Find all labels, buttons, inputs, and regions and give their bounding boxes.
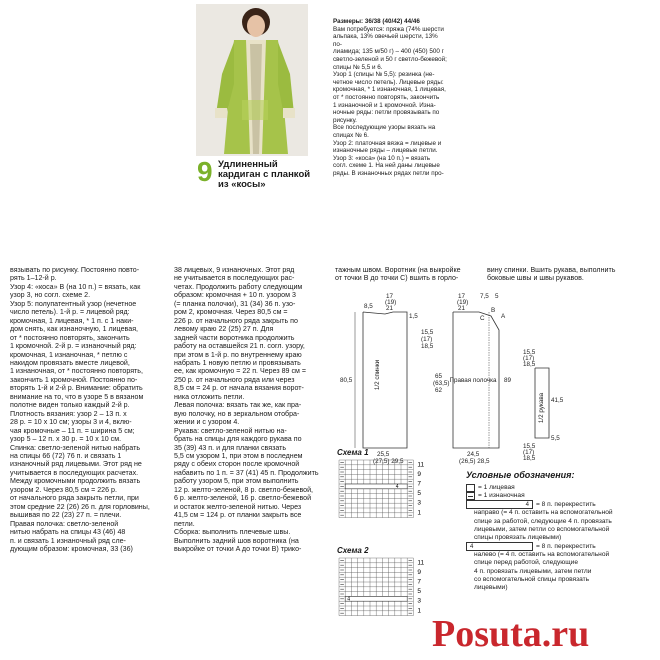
sleeve-bot-c: 18,5 [523, 455, 536, 462]
materials-line: четное число петель). Лицевые ряды: [333, 78, 444, 86]
text-line: 12 р. желто-зеленой, 8 р. светло-бежевой, [174, 485, 314, 494]
text-line: узор 3, но согл. схеме 2. [10, 291, 91, 300]
text-line: и остаток желто-зеленой нитью. Через [174, 502, 302, 511]
materials-line: ночные ряды: петли провязывать по [333, 109, 440, 117]
materials-line: Узор 3: «коса» (на 10 п.) = вязать [333, 154, 431, 162]
text-line: вую полочку, но в зеркальном отобра- [174, 409, 300, 418]
text-line: 38 лицевых, 9 изнаночных. Этот ряд [174, 266, 295, 274]
back-side: 80,5 [340, 377, 353, 384]
text-line: Правая полочка: светло-зеленой [10, 519, 119, 528]
scheme1-title: Схема 1 [337, 448, 369, 457]
text-line: набавить по 1 п. = 37 (41) 45 п. Продолжить [174, 468, 319, 477]
text-line: Плотность вязания: узор 2 – 13 п. x [10, 409, 127, 418]
legend-row [466, 492, 652, 500]
legend-purl: = 1 изнаночная [478, 492, 525, 500]
text-line: ром 2, кромочная. Через 80,5 см = [174, 308, 288, 317]
text-line: 5,5 см узором 1, при этом в последнем [174, 451, 303, 460]
text-line: тажным швом. Воротник (на выкройке [335, 266, 461, 274]
front-side-b: (17) [421, 336, 433, 343]
text-line: Узор 4: «коса» B (на 10 п.) = вязать, как [10, 282, 141, 291]
row-label: 5 [417, 588, 422, 596]
text-line: (= планка полочки), 31 (34) 36 п. узо- [174, 299, 296, 308]
materials-line: Вам потребуется: пряжа (74% шерсти [333, 25, 444, 33]
back-top-c: 21 [386, 305, 394, 312]
text-line: вину спинки. Вшить рукава, выполнить [487, 266, 616, 274]
text-line: Сборка: выполнить плечевые швы. [174, 528, 291, 537]
materials-line: альпака, 13% овечьей шерсти, 13% по- [333, 33, 438, 48]
title-line: кардиган с планкой [218, 169, 311, 181]
text-line: Выполнить задний шов воротника (на [174, 536, 299, 545]
text-line: от * постоянно повторять, закончить [10, 333, 130, 342]
sleeve-bot-b: (17) [523, 449, 535, 456]
text-line: работу узором 5, при этом выполнить [174, 477, 299, 486]
front-top-c: 21 [458, 305, 466, 312]
materials-line: светло-зеленой и 50 г светло-бежевой; [333, 55, 447, 63]
materials-line: 1 изнаночной и 1 кромочной. Изна- [333, 101, 436, 109]
text-line: 226 р. от начального ряда закрыть по [174, 316, 298, 325]
text-line: п. и связать 1 изнаночный ряд сле- [10, 536, 126, 545]
materials-line: рисунку. [333, 116, 357, 124]
front-label: Правая полочка [449, 377, 497, 384]
scheme2-grid [337, 556, 437, 618]
legend-line: лицевыми, затем петли со вспомогательной [474, 525, 610, 533]
materials-line: согл. схеме 1. На ней даны лицевые [333, 162, 440, 170]
back-neck2: 1,5 [409, 313, 418, 320]
text-line: набрать 1 новую петлю и провязывать [174, 358, 301, 367]
text-line: работу на оставшейся 21 п. согл. узору, [174, 342, 305, 351]
legend-title: Условные обозначения: [466, 470, 575, 480]
text-line: кромочная, 1 изнаночная, * петлю с [10, 350, 128, 359]
materials-line: Узор 1 (спицы № 5,5): резинка (не- [333, 71, 435, 79]
text-line: четах. Продолжить работу следующим [174, 282, 303, 291]
text-line: при этом в 1-й р. по внутреннему краю [174, 350, 302, 359]
model-photo [196, 4, 308, 156]
text-line: от начального ряда закрыть петли, при [10, 494, 139, 503]
materials-line: спицах № 6. [333, 131, 369, 139]
title-line: Удлиненный [218, 159, 278, 170]
front-height2: (63,5) [433, 380, 450, 387]
text-line: ряду с обеих сторон после кромочной [174, 460, 300, 469]
purl-symbol [466, 492, 475, 500]
text-line: 1 кромочной. 2-й р. = изнаночный ряд: [10, 342, 137, 351]
text-column-2 [174, 266, 328, 553]
legend-line: направо (= 4 п. оставить на вспомогательной [474, 509, 613, 517]
pattern-diagrams [335, 290, 564, 472]
text-line: жении и с узором 4. [174, 418, 240, 427]
legend-line: спице перед работой, следующие [474, 559, 578, 567]
front-height3: 62 [435, 387, 443, 394]
row-label: 1 [417, 509, 422, 517]
legend-knit: = 1 лицевая [478, 484, 515, 491]
model-title [218, 160, 310, 191]
materials-block [333, 18, 448, 177]
text-column-3a [335, 266, 475, 283]
scheme1-grid [337, 458, 437, 520]
legend-row [466, 484, 652, 492]
sleeve-top-b: (17) [523, 355, 535, 362]
model-number: 9 [197, 156, 213, 187]
text-line: 41,5 см = 124 р. от планки закрыть все [174, 511, 302, 520]
front-bottom-a: 24,5 [467, 451, 480, 458]
text-line: вязывать по рисунку. Постоянно повто- [10, 266, 140, 274]
text-line: выкройке от точки A до точки B) трико- [174, 544, 302, 553]
text-line: внимание на то, что в узоре 5 в вязаном [10, 392, 144, 401]
sleeve-cuff: 5,5 [551, 435, 560, 442]
text-line: брать на спицы для каждого рукава по [174, 435, 302, 444]
sleeve-top-a: 15,5 [523, 349, 536, 356]
cable-left-symbol [466, 542, 533, 551]
text-line: число петель). 1-й р. = лицевой ряд: [10, 308, 130, 317]
text-line: Узор 5: полупатентный узор (нечетное [10, 299, 137, 308]
front-total: 89 [504, 377, 512, 384]
text-line: образом: кромочная + 10 п. узором 3 [174, 291, 296, 300]
sleeve-length: 41,5 [551, 397, 564, 404]
cell-number: 4 [525, 501, 529, 508]
text-line: учитывается в последующих расчетах. [10, 468, 139, 477]
text-line: узор 5 – 12 п. x 30 р. = 10 x 10 см. [10, 435, 122, 444]
text-line: вышивая по 22 (23) 27 п. = плечи. [10, 511, 122, 520]
text-line: рять 1–12-й р. [10, 274, 57, 283]
text-line: узором 2. Через 80,5 см = 226 р. [10, 485, 117, 494]
back-label: 1/2 спинки [374, 359, 381, 391]
legend-cable-left: = 8 п. перекрестить [536, 542, 596, 550]
point-c: C [480, 315, 485, 322]
text-line: на спицы 66 (72) 76 п. и связать 1 [10, 451, 122, 460]
text-line: полотне виден только каждый 2-й р. [10, 401, 130, 410]
row-label: 1 [417, 607, 422, 615]
text-column-1 [10, 266, 168, 553]
text-line: изнаночный ряд лицевыми. Этот ряд не [10, 460, 142, 469]
front-top-a: 17 [458, 293, 466, 300]
text-line: 6 р. желто-зеленой, 16 р. светло-бежевой [174, 494, 312, 503]
front-side-a: 15,5 [421, 329, 434, 336]
text-line: 8,5 см = 24 р. от начала вязания ворот- [174, 384, 304, 393]
text-line: 1 изнаночная, от * постоянно повторять, [10, 367, 143, 376]
back-outline [363, 312, 407, 448]
text-line: накидом провязать вместе лицевой, [10, 358, 130, 367]
row-label: 7 [417, 480, 422, 488]
row-label: 9 [417, 568, 422, 576]
front-side-c: 18,5 [421, 343, 434, 350]
back-top-a: 17 [386, 293, 394, 300]
materials-line: ряды. В изнаночных рядах петли про- [333, 169, 444, 177]
front-top-d: 7,5 [480, 293, 489, 300]
text-line: 35 (39) 43 п. и для планки связать [174, 443, 287, 452]
text-line: задней части воротника продолжить [174, 333, 295, 342]
row-label: 3 [417, 597, 422, 605]
text-line: от точки B до точки C) вшить в горло- [335, 274, 459, 283]
materials-line: от * постоянно повторять, закончить [333, 93, 440, 101]
text-line: Между кромочными продолжить вязать [10, 477, 141, 486]
point-a: A [501, 313, 506, 320]
text-line: ника отложить петли. [174, 392, 245, 401]
text-line: Рукава: светло-зеленой нитью на- [174, 426, 287, 435]
front-bottom-b: (26,5) 28,5 [459, 458, 490, 465]
text-line: чая кромочные – 11 п. = ширина 5 см; [10, 426, 135, 435]
row-label: 5 [417, 490, 422, 498]
cell-number: 4 [470, 543, 474, 550]
text-line: 250 р. от начального ряда или через [174, 375, 295, 384]
legend-row [466, 542, 652, 551]
legend-cable-right: = 8 п. перекрестить [536, 500, 596, 508]
sleeve-top-c: 18,5 [523, 361, 536, 368]
materials-line: кромочная, * 1 изнаночная, 1 лицевая, [333, 86, 446, 94]
text-line: петли. [174, 519, 195, 528]
back-width-sizes: (27,5) 29,5 [373, 458, 404, 465]
text-line: кромочная, 1 лицевая, * 1 п. с 1 наки- [10, 316, 134, 325]
front-height: 65 [435, 373, 443, 380]
text-line: ее, как кромочную = 22 п. Через 89 см = [174, 367, 307, 376]
text-column-3b [487, 266, 652, 283]
scheme-cell-number: 4 [347, 596, 350, 603]
text-line: этом средние 22 (26) 26 п. для горловины, [10, 502, 150, 511]
materials-line: лиамида; 135 м/50 г) – 400 (450) 500 г [333, 48, 444, 56]
legend-line: 4 п. провязать лицевыми, затем петли [474, 567, 592, 575]
legend-line: спицы провязать лицевыми) [474, 534, 562, 542]
text-line: левому краю 22 (25) 27 п. Для [174, 325, 274, 334]
back-top-b: (19) [385, 299, 397, 306]
front-top-b: (19) [457, 299, 469, 306]
scheme-cell-number: 4 [395, 484, 399, 490]
text-line: не учитывается в последующих рас- [174, 274, 295, 283]
materials-line: Узор 2: платочная вязка = лицевые и [333, 139, 442, 147]
point-b: B [491, 307, 496, 314]
text-line: дующим образом: кромочная, 33 (36) [10, 544, 133, 553]
text-line: закончить 1 кромочной. Постоянно по- [10, 375, 138, 384]
text-line: нитью набрать на спицы 43 (46) 48 [10, 528, 126, 537]
row-label: 7 [417, 578, 422, 586]
title-line: из «косы» [218, 179, 266, 191]
text-line: боковые швы и швы рукавов. [487, 274, 584, 283]
back-width: 25,5 [377, 451, 390, 458]
text-line: дом снять, как изнаночную, 1 лицевая, [10, 325, 139, 334]
back-neck: 8,5 [364, 303, 373, 310]
sleeve-label: 1/2 рукава [538, 392, 545, 424]
legend-line: лицевыми) [474, 584, 508, 592]
materials-lines [333, 26, 448, 178]
watermark-logo: Posuta.ru [432, 613, 590, 655]
text-line: 28 р. = 10 x 10 см; узоры 3 и 4, вклю- [10, 418, 132, 427]
text-line: вторять 1-й и 2-й р. Внимание: обратить [10, 384, 143, 393]
front-top-e: 5 [495, 293, 499, 300]
row-label: 3 [417, 499, 422, 507]
legend-line: со вспомогательной спицы провязать [474, 575, 590, 583]
scheme2-title: Схема 2 [337, 546, 369, 555]
materials-line: Все последующие узоры вязать на [333, 124, 436, 132]
row-label: 11 [417, 559, 425, 567]
text-line: Левая полочка: вязать так же, как пра- [174, 401, 302, 410]
legend-body [466, 484, 652, 592]
text-line: Спинка: светло-зеленой нитью набрать [10, 443, 141, 452]
materials-line: спицы № 5,5 и 6. [333, 63, 383, 71]
sizes-line: Размеры: 36/38 (40/42) 44/46 [333, 18, 420, 25]
sleeve-bot-a: 15,5 [523, 443, 536, 450]
row-label: 11 [417, 461, 425, 469]
knit-symbol [466, 484, 475, 492]
row-label: 9 [417, 470, 422, 478]
legend-line: спице за работой, следующие 4 п. провязать [474, 517, 612, 525]
materials-line: изнаночные ряды – лицевые петли. [333, 147, 438, 155]
legend-line: налево (= 4 п. оставить на вспомогательной [474, 551, 610, 559]
